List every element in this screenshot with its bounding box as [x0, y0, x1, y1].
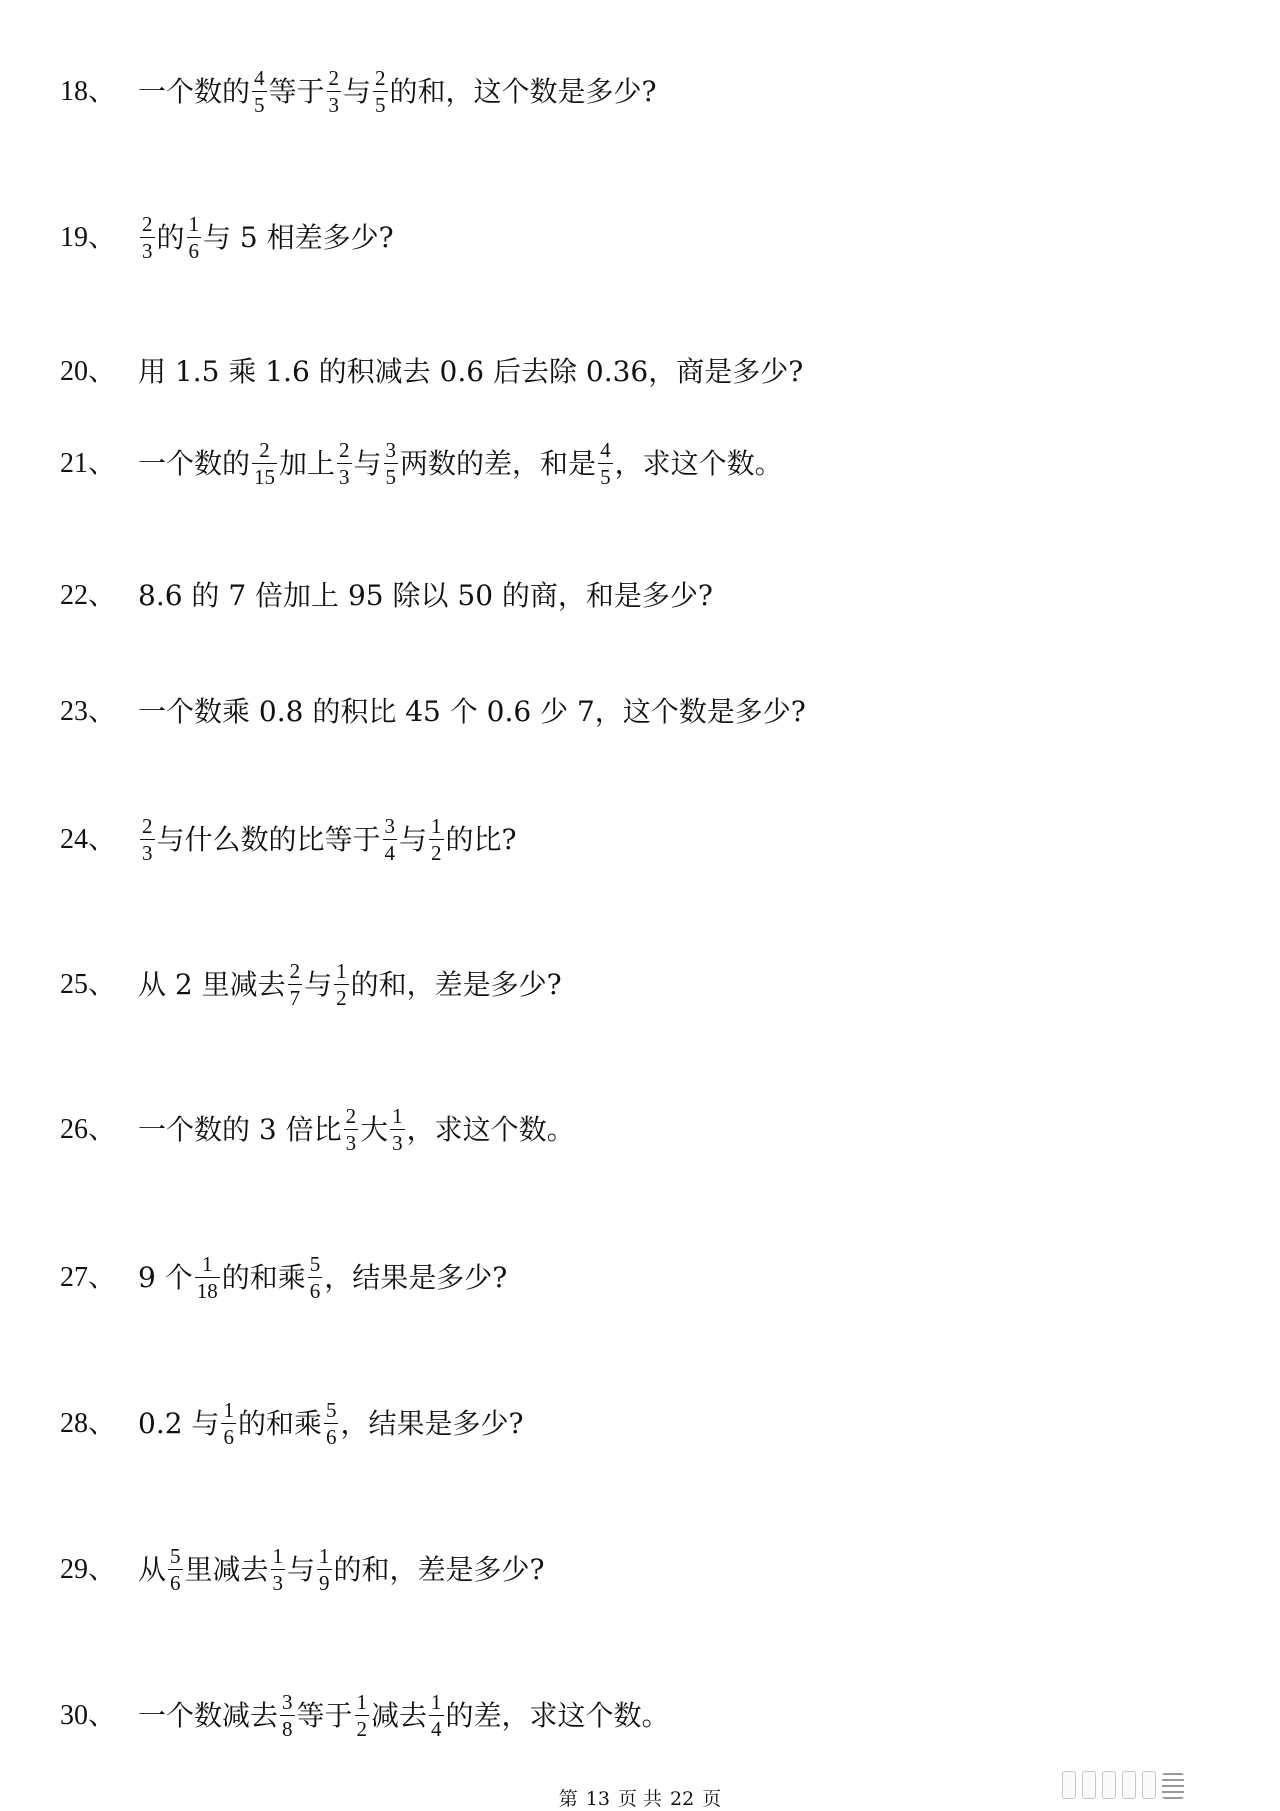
fraction-numerator: 1	[356, 1690, 368, 1714]
problem-text	[138, 961, 562, 1009]
fraction-denominator: 3	[345, 1131, 357, 1155]
fraction	[429, 1692, 444, 1740]
problem-item	[0, 434, 1280, 494]
fraction	[280, 1692, 295, 1740]
fraction	[355, 1692, 370, 1740]
fraction-denominator: 5	[254, 93, 265, 117]
problem-number: 30、	[60, 1700, 117, 1731]
fraction-denominator: 3	[142, 841, 153, 865]
problem-text-segment: 与	[287, 1553, 316, 1586]
problem-number: 27、	[60, 1262, 117, 1293]
fraction	[187, 214, 202, 262]
fraction-numerator: 1	[336, 959, 347, 983]
problem-text-segment: 的差，求这个数。	[445, 1699, 670, 1732]
problem-text-segment: 加上	[279, 447, 336, 480]
problem-text-segment: 一个数的 3 倍比	[138, 1113, 342, 1146]
problem-number: 23、	[60, 696, 117, 727]
fraction-numerator: 2	[142, 212, 153, 236]
fraction-numerator: 1	[223, 1398, 234, 1422]
problem-text	[138, 214, 394, 262]
watermark-logo	[1062, 1771, 1184, 1799]
footer-total-pages: 22	[670, 1788, 695, 1810]
fraction-numerator: 4	[600, 438, 611, 462]
problem-text-segment: 与	[399, 823, 428, 856]
fraction-numerator: 1	[201, 1252, 213, 1276]
problem-item	[0, 955, 1280, 1015]
fraction-denominator: 6	[188, 239, 200, 263]
fraction	[334, 961, 349, 1009]
problem-text-segment: 的比?	[445, 823, 517, 856]
problem-number: 19、	[60, 222, 117, 253]
problem-number: 28、	[60, 1408, 117, 1439]
problem-text-segment: 一个数的	[138, 447, 251, 480]
fraction-numerator: 2	[289, 959, 301, 983]
fraction-denominator: 3	[328, 93, 340, 117]
fraction-denominator: 4	[384, 841, 396, 865]
fraction-denominator: 6	[325, 1425, 337, 1449]
fraction-numerator: 1	[272, 1544, 284, 1568]
fraction	[390, 1106, 405, 1154]
fraction-numerator: 3	[282, 1690, 293, 1714]
fraction-denominator: 3	[142, 239, 153, 263]
problem-text-segment: 里减去	[184, 1553, 269, 1586]
fraction	[252, 68, 267, 116]
problem-text-segment: 9 个	[138, 1261, 193, 1294]
fraction-denominator: 9	[319, 1571, 330, 1595]
footer-page-number: 13	[585, 1788, 610, 1810]
fraction	[429, 816, 444, 864]
problem-text-segment: 的和，这个数是多少?	[389, 75, 657, 108]
fraction	[384, 440, 399, 488]
problem-text-segment: 与什么数的比等于	[156, 823, 381, 856]
problem-text	[138, 1692, 670, 1740]
problem-text-segment: 8.6 的 7 倍加上 95 除以 50 的商，和是多少?	[138, 579, 713, 612]
problem-text-segment: 与	[343, 75, 372, 108]
problem-text-segment: 的和乘	[237, 1407, 322, 1440]
fraction-numerator: 1	[319, 1544, 330, 1568]
problem-item	[0, 1686, 1280, 1746]
fraction-denominator: 6	[170, 1571, 181, 1595]
problem-text-segment: 的	[156, 221, 185, 254]
problem-text-segment: 两数的差，和是	[400, 447, 597, 480]
fraction-numerator: 5	[170, 1544, 181, 1568]
problem-item	[0, 682, 1280, 742]
problem-number: 20、	[60, 356, 117, 387]
fraction-denominator: 5	[375, 93, 386, 117]
problem-item	[0, 566, 1280, 626]
problem-number: 29、	[60, 1554, 117, 1585]
fraction-numerator: 2	[339, 438, 350, 462]
problem-text	[138, 1546, 545, 1594]
fraction	[344, 1106, 359, 1154]
fraction	[252, 440, 277, 488]
fraction	[598, 440, 613, 488]
fraction-denominator: 3	[272, 1571, 284, 1595]
fraction-numerator: 1	[431, 1690, 442, 1714]
problem-number: 24、	[60, 824, 117, 855]
problem-text-segment: 的和，差是多少?	[333, 1553, 545, 1586]
fraction-numerator: 2	[375, 66, 386, 90]
problem-text-segment: 一个数乘 0.8 的积比 45 个 0.6 少 7，这个数是多少?	[138, 695, 806, 728]
problem-text-segment: 减去	[371, 1699, 428, 1732]
problem-text-segment: 与	[304, 968, 333, 1001]
fraction-denominator: 3	[392, 1131, 403, 1155]
problem-text-segment: 等于	[268, 75, 325, 108]
problem-text-segment: ，求这个数。	[406, 1113, 575, 1146]
problem-text-segment: ，结果是多少?	[340, 1407, 524, 1440]
problem-text	[138, 440, 783, 488]
problem-text-segment: 的和乘	[221, 1261, 306, 1294]
problem-text	[138, 1106, 575, 1154]
fraction-denominator: 5	[385, 465, 397, 489]
problem-number: 25、	[60, 969, 117, 1000]
fraction-numerator: 2	[345, 1104, 357, 1128]
problem-text	[138, 1254, 507, 1302]
problem-number: 18、	[60, 76, 117, 107]
problem-text-segment: 用 1.5 乘 1.6 的积减去 0.6 后去除 0.36，商是多少?	[138, 355, 804, 388]
fraction-denominator: 8	[282, 1717, 293, 1741]
fraction	[221, 1400, 236, 1448]
problem-text	[138, 695, 806, 728]
problem-text	[138, 579, 713, 612]
fraction	[373, 68, 388, 116]
fraction-denominator: 15	[254, 465, 276, 489]
fraction-numerator: 5	[325, 1398, 337, 1422]
fraction-denominator: 2	[356, 1717, 368, 1741]
problem-text-segment: 的和，差是多少?	[350, 968, 562, 1001]
problem-text-segment: 大	[360, 1113, 389, 1146]
problem-text	[138, 1400, 523, 1448]
fraction-denominator: 3	[339, 465, 350, 489]
fraction	[271, 1546, 286, 1594]
fraction-denominator: 2	[431, 841, 442, 865]
fraction	[327, 68, 342, 116]
fraction	[383, 816, 398, 864]
problem-item	[0, 810, 1280, 870]
fraction	[140, 816, 155, 864]
fraction-numerator: 2	[259, 438, 270, 462]
problem-text	[138, 816, 517, 864]
fraction-numerator: 2	[142, 814, 153, 838]
fraction	[308, 1254, 323, 1302]
fraction-denominator: 7	[289, 986, 301, 1010]
fraction-numerator: 1	[392, 1104, 403, 1128]
problem-text-segment: ，结果是多少?	[324, 1261, 508, 1294]
problem-text-segment: 从 2 里减去	[138, 968, 286, 1001]
fraction	[195, 1254, 220, 1302]
fraction-denominator: 6	[223, 1425, 234, 1449]
fraction-numerator: 3	[385, 438, 397, 462]
fraction	[288, 961, 303, 1009]
footer-prefix: 第	[558, 1788, 578, 1810]
fraction-numerator: 5	[309, 1252, 321, 1276]
problem-number: 26、	[60, 1114, 117, 1145]
problem-text-segment: 0.2 与	[138, 1407, 220, 1440]
fraction	[317, 1546, 332, 1594]
problem-text-segment: 与 5 相差多少?	[203, 221, 394, 254]
problem-number: 21、	[60, 448, 117, 479]
footer-mid: 页 共	[617, 1788, 663, 1810]
problem-item	[0, 1100, 1280, 1160]
fraction-denominator: 18	[196, 1279, 218, 1303]
fraction-numerator: 1	[431, 814, 442, 838]
fraction	[324, 1400, 339, 1448]
problem-text-segment: 从	[138, 1553, 167, 1586]
problem-text-segment: 与	[353, 447, 382, 480]
problem-text-segment: 一个数减去	[138, 1699, 279, 1732]
fraction-denominator: 4	[431, 1717, 442, 1741]
problem-text	[138, 68, 657, 116]
problem-text-segment: 一个数的	[138, 75, 251, 108]
problem-item	[0, 1394, 1280, 1454]
fraction	[337, 440, 352, 488]
footer-suffix: 页	[702, 1788, 722, 1810]
fraction-denominator: 6	[309, 1279, 321, 1303]
problem-text-segment: ，求这个数。	[614, 447, 783, 480]
fraction-denominator: 2	[336, 986, 347, 1010]
fraction-numerator: 1	[188, 212, 200, 236]
fraction-numerator: 2	[328, 66, 340, 90]
problem-item	[0, 342, 1280, 402]
fraction-numerator: 4	[254, 66, 265, 90]
fraction	[140, 214, 155, 262]
problem-text-segment: 等于	[296, 1699, 353, 1732]
problem-item	[0, 1540, 1280, 1600]
problem-item	[0, 208, 1280, 268]
problem-number: 22、	[60, 580, 117, 611]
fraction-numerator: 3	[384, 814, 396, 838]
fraction-denominator: 5	[600, 465, 611, 489]
fraction	[168, 1546, 183, 1594]
problem-item	[0, 1248, 1280, 1308]
problem-text	[138, 355, 804, 388]
problem-item	[0, 62, 1280, 122]
